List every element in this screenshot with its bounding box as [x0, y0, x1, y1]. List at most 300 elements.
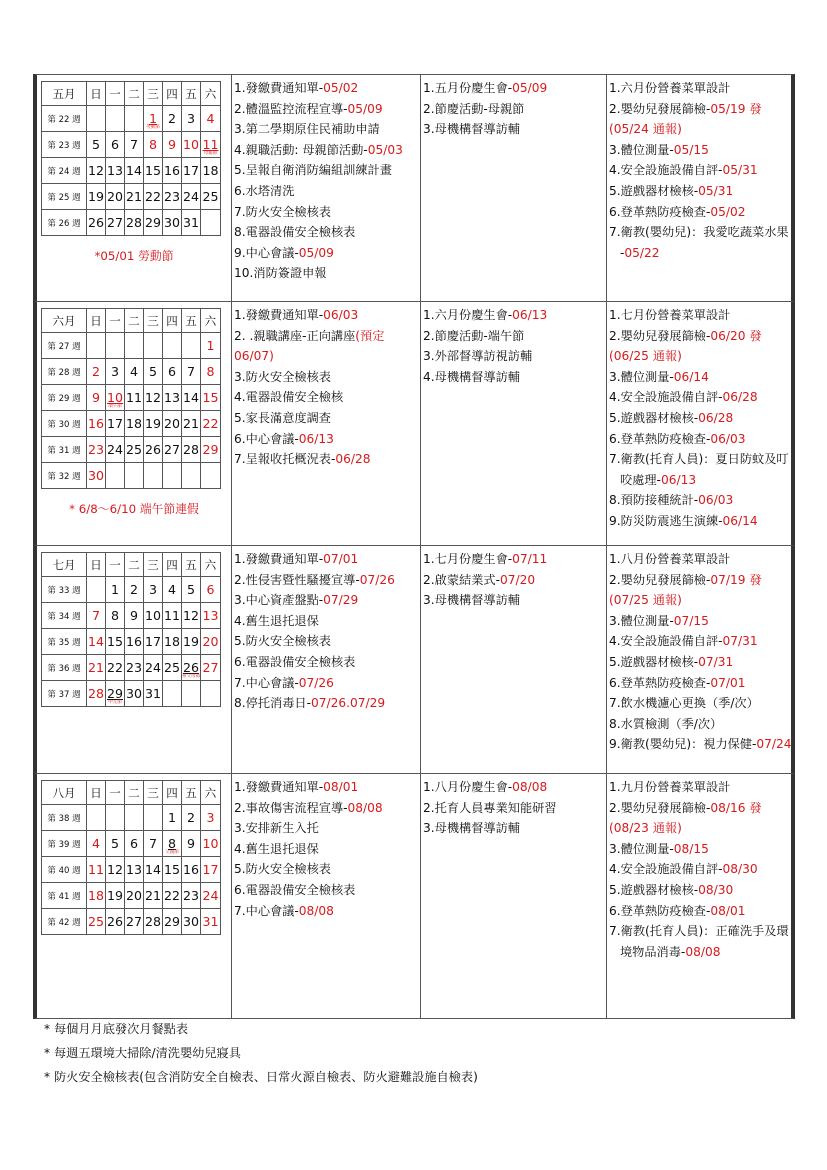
- task-text: 7.飲水機濾心更換（季/次）: [609, 696, 759, 711]
- calendar-day: [182, 603, 201, 629]
- day-number: 28: [87, 686, 105, 701]
- day-number: 31: [202, 914, 219, 929]
- task-text: 5.防火安全檢核表: [234, 634, 331, 649]
- calendar-day: [106, 333, 125, 359]
- task-text: 7.防火安全檢核表: [234, 204, 331, 219]
- day-number: 27: [125, 914, 143, 929]
- calendar-day: [163, 158, 182, 184]
- day-number: 16: [182, 862, 200, 877]
- day-number: 5: [148, 364, 157, 379]
- day-number: 9: [186, 836, 195, 851]
- calendar-day: [125, 359, 144, 385]
- task-text: 8.電器設備安全檢核表: [234, 225, 356, 240]
- calendar-day: [125, 681, 144, 707]
- calendar-day: [87, 655, 106, 681]
- task-text: 4.舊生退托退保: [234, 841, 319, 856]
- task-date: 06/14: [673, 369, 709, 384]
- calendar-day: [201, 437, 221, 463]
- day-number: 20: [106, 189, 124, 204]
- day-number: 7: [186, 364, 195, 379]
- calendar-day: [106, 603, 125, 629]
- task-text: 1.七月份慶生會-: [423, 552, 513, 566]
- task-text: 2.啟蒙結業式-: [423, 572, 500, 587]
- calendar-day: [182, 831, 201, 857]
- task-item: [234, 326, 418, 347]
- weekday-header: 三: [144, 309, 163, 333]
- day-number: 30: [182, 914, 200, 929]
- day-number: 26: [106, 914, 124, 929]
- task-date: 05/09: [512, 81, 548, 95]
- calendar-day: [87, 210, 106, 236]
- task-item: [234, 346, 418, 367]
- task-item: [423, 305, 604, 326]
- task-item: [609, 408, 797, 429]
- day-number: 4: [167, 582, 176, 597]
- calendar-day: [163, 629, 182, 655]
- task-text: 6.中心會議-: [234, 431, 299, 446]
- calendar-day: [201, 333, 221, 359]
- task-text: 4.親職活動: 母親節活動-: [234, 142, 368, 157]
- task-text: 4.母機構督導訪輔: [423, 369, 520, 384]
- calendar-day: [125, 184, 144, 210]
- day-number: 1: [206, 338, 215, 353]
- task-text: 1.發繳費通知單-: [234, 81, 324, 95]
- calendar-day: [163, 857, 182, 883]
- day-number: 5: [91, 137, 100, 152]
- task-item: [609, 449, 797, 470]
- task-item: [609, 470, 797, 491]
- calendar-day: [144, 629, 163, 655]
- task-item: [234, 367, 418, 388]
- task-date: 05/02: [323, 81, 359, 95]
- day-number: 18: [125, 416, 143, 431]
- task-item: [609, 942, 797, 963]
- task-text: 3.體位測量-: [609, 613, 674, 628]
- task-date: 06/20 發: [710, 328, 762, 343]
- task-item: [423, 570, 604, 591]
- calendar-day: [144, 463, 163, 489]
- calendar-day: [163, 805, 182, 831]
- day-number: 15: [144, 163, 162, 178]
- calendar-day: [125, 210, 144, 236]
- calendar-day: [182, 655, 201, 681]
- day-number: 26: [87, 215, 105, 230]
- task-item: [234, 652, 418, 673]
- task-text: 5.防火安全檢核表: [234, 862, 331, 877]
- calendar-day: [201, 210, 221, 236]
- weekday-header: 四: [163, 309, 182, 333]
- calendar-day: [201, 831, 221, 857]
- calendar-day: [87, 629, 106, 655]
- weekday-header: 日: [87, 553, 106, 577]
- week-label: 第 37 週: [42, 681, 87, 707]
- task-item: [609, 119, 797, 140]
- task-date: 08/01: [323, 780, 359, 794]
- day-number: 2: [129, 582, 138, 597]
- day-number: 29: [202, 442, 219, 457]
- week-label: 第 27 週: [42, 333, 87, 359]
- task-text: 7.衛教(托育人員)：正確洗手及環: [609, 924, 789, 939]
- task-text: 3.母機構督導訪輔: [423, 593, 520, 608]
- calendar-day: [125, 158, 144, 184]
- day-number: 24: [106, 442, 124, 457]
- task-text: 3.體位測量-: [609, 142, 674, 157]
- calendar-day: [144, 333, 163, 359]
- task-date: 07/31: [722, 634, 758, 649]
- day-number: 10: [202, 836, 219, 851]
- day-number: 14: [144, 862, 162, 877]
- task-text: 3.防火安全檢核表: [234, 369, 331, 384]
- holiday-mark: 勞動節: [146, 125, 160, 130]
- task-date: 06/14: [722, 513, 758, 528]
- task-item: [234, 570, 418, 591]
- day-number: 22: [144, 189, 162, 204]
- day-number: 20: [125, 888, 143, 903]
- day-number: 7: [148, 836, 157, 851]
- calendar-cell: [37, 75, 232, 301]
- task-item: [609, 326, 797, 347]
- weekday-header: 一: [106, 309, 125, 333]
- task-item: [609, 346, 797, 367]
- calendar-day: [144, 603, 163, 629]
- footer-note: * 每個月月底發次月餐點表: [44, 1022, 189, 1036]
- week-label: 第 28 週: [42, 359, 87, 385]
- calendar-day: [201, 359, 221, 385]
- task-item: [609, 367, 797, 388]
- task-date: 08/08: [298, 903, 334, 918]
- weekday-header: 一: [106, 553, 125, 577]
- calendar-day: [87, 359, 106, 385]
- calendar-day: [87, 158, 106, 184]
- calendar-day: [144, 106, 163, 132]
- task-text: 9.防災防震逃生演練-: [609, 513, 723, 528]
- task-date: 08/30: [722, 862, 758, 877]
- task-item: [609, 511, 797, 532]
- task-text: 10.消防簽證申報: [234, 266, 327, 281]
- calendar-day: [87, 333, 106, 359]
- task-item: [609, 880, 797, 901]
- task-text: 8.停托消毒日-: [234, 696, 311, 711]
- calendar-day: [182, 411, 201, 437]
- calendar-day: [87, 411, 106, 437]
- day-number: 4: [129, 364, 138, 379]
- day-number: 19: [106, 888, 124, 903]
- task-item: [234, 631, 418, 652]
- task-item: [609, 387, 797, 408]
- task-column-col1: [232, 302, 421, 545]
- calendar-day: [201, 184, 221, 210]
- calendar-day: [182, 629, 201, 655]
- task-text: 5.呈報自衛消防編組訓練計畫: [234, 163, 392, 178]
- task-item: [234, 408, 418, 429]
- day-number: 25: [163, 660, 181, 675]
- calendar-day: [125, 106, 144, 132]
- month-calendar: [41, 81, 221, 236]
- task-text: 5.家長滿意度調查: [234, 410, 331, 425]
- task-date: (預定: [355, 328, 385, 343]
- calendar-day: [182, 158, 201, 184]
- task-text: 3.第二學期原住民補助申請: [234, 122, 380, 137]
- task-item: [234, 305, 418, 326]
- day-number: 27: [163, 442, 181, 457]
- day-number: 8: [167, 836, 176, 851]
- calendar-cell: [37, 774, 232, 1018]
- weekday-header: 二: [125, 82, 144, 106]
- day-number: 4: [206, 111, 215, 126]
- day-number: 13: [202, 608, 219, 623]
- calendar-day: [163, 333, 182, 359]
- calendar-day: [144, 681, 163, 707]
- calendar-cell: [37, 546, 232, 773]
- week-label: 第 23 週: [42, 132, 87, 158]
- task-date: 08/08: [512, 780, 548, 794]
- weekday-header: 六: [201, 553, 221, 577]
- calendar-day: [125, 411, 144, 437]
- calendar-day: [163, 132, 182, 158]
- task-text: 4.安全設施設備自評-: [609, 862, 723, 877]
- month-calendar: [41, 780, 221, 935]
- day-number: 14: [182, 390, 200, 405]
- day-number: 10: [106, 390, 124, 405]
- day-number: 19: [182, 634, 200, 649]
- task-item: [234, 693, 418, 714]
- task-item: [609, 693, 797, 714]
- calendar-day: [144, 883, 163, 909]
- day-number: 8: [148, 137, 157, 152]
- day-number: 25: [87, 914, 105, 929]
- task-item: [234, 798, 418, 819]
- day-number: 29: [144, 215, 162, 230]
- task-date: 07/20: [499, 572, 536, 587]
- task-item: [234, 901, 418, 922]
- day-number: 12: [87, 163, 105, 178]
- week-label: 第 24 週: [42, 158, 87, 184]
- task-text: 7.衛教(嬰幼兒)：我愛吃蔬菜水果: [609, 225, 789, 240]
- month-note: * 6/8～6/10 端午節連假: [69, 502, 199, 516]
- day-number: 29: [163, 914, 181, 929]
- task-text: 8.預防接種統計-: [609, 493, 699, 508]
- task-column-col2: [421, 774, 607, 1018]
- calendar-day: [182, 437, 201, 463]
- day-number: 8: [206, 364, 215, 379]
- task-item: [234, 818, 418, 839]
- weekday-header: 三: [144, 82, 163, 106]
- task-text: 6.登革熱防疫檢查-: [609, 204, 711, 219]
- task-item: [609, 78, 797, 99]
- task-text: 3.母機構督導訪輔: [423, 821, 520, 836]
- day-number: 2: [167, 111, 176, 126]
- day-number: 26: [144, 442, 162, 457]
- task-item: [234, 99, 418, 120]
- task-text: 5.遊戲器材檢核-: [609, 654, 699, 669]
- calendar-day: [125, 857, 144, 883]
- calendar-day: [163, 577, 182, 603]
- day-number: 27: [106, 215, 124, 230]
- task-date: 06/07): [234, 349, 274, 364]
- task-text: 1.發繳費通知單-: [234, 308, 324, 322]
- calendar-day: [125, 629, 144, 655]
- calendar-day: [182, 184, 201, 210]
- task-text: 4.安全設施設備自評-: [609, 390, 723, 405]
- day-number: 17: [202, 862, 219, 877]
- month-block: [33, 774, 795, 1019]
- calendar-day: [125, 883, 144, 909]
- calendar-day: [125, 831, 144, 857]
- task-text: 8.水質檢測（季/次）: [609, 716, 723, 731]
- task-date: 06/13: [298, 431, 334, 446]
- task-item: [609, 734, 797, 755]
- day-number: 2: [91, 364, 100, 379]
- day-number: 28: [144, 914, 162, 929]
- task-text: 1.六月份慶生會-: [423, 308, 513, 322]
- task-text: 2.節慶活動-端午節: [423, 328, 525, 343]
- day-number: 28: [125, 215, 143, 230]
- calendar-day: [106, 463, 125, 489]
- calendar-day: [182, 909, 201, 935]
- task-date: 05/22: [624, 245, 660, 260]
- task-date: 06/13: [512, 308, 548, 322]
- day-number: 15: [202, 390, 219, 405]
- week-label: 第 29 週: [42, 385, 87, 411]
- task-item: [234, 263, 418, 284]
- calendar-day: [182, 359, 201, 385]
- task-item: [609, 549, 797, 570]
- calendar-day: [87, 463, 106, 489]
- task-date: 05/03: [367, 142, 403, 157]
- task-item: [609, 631, 797, 652]
- calendar-day: [201, 158, 221, 184]
- task-item: [234, 549, 418, 570]
- calendar-day: [163, 883, 182, 909]
- day-number: 6: [167, 364, 176, 379]
- calendar-day: [144, 132, 163, 158]
- day-number: 24: [182, 189, 200, 204]
- calendar-day: [144, 359, 163, 385]
- weekday-header: 日: [87, 309, 106, 333]
- month-block: [33, 74, 795, 302]
- month-calendar: [41, 308, 221, 489]
- month-name: 五月: [42, 82, 87, 106]
- calendar-day: [87, 857, 106, 883]
- task-text: 2.嬰幼兒發展篩檢-: [609, 101, 711, 116]
- task-text: 6.電器設備安全檢核表: [234, 654, 356, 669]
- day-number: 7: [129, 137, 138, 152]
- task-item: [609, 714, 797, 735]
- task-date: (08/23 通報): [609, 821, 682, 836]
- day-number: 10: [182, 137, 200, 152]
- task-column-col3: [607, 774, 799, 1018]
- task-item: [609, 818, 797, 839]
- day-number: 19: [87, 189, 105, 204]
- week-label: 第 22 週: [42, 106, 87, 132]
- task-text: 6.登革熱防疫檢查-: [609, 431, 711, 446]
- weekday-header: 五: [182, 553, 201, 577]
- day-number: 29: [106, 686, 124, 701]
- day-number: 15: [106, 634, 124, 649]
- task-text: 2. .親職講座-正向講座: [234, 328, 356, 343]
- calendar-day: [144, 411, 163, 437]
- day-number: 18: [87, 888, 105, 903]
- task-item: [423, 777, 604, 798]
- task-column-col2: [421, 75, 607, 301]
- calendar-day: [144, 655, 163, 681]
- day-number: 21: [144, 888, 162, 903]
- day-number: 31: [144, 686, 162, 701]
- holiday-mark: 祖父母節: [182, 674, 200, 679]
- task-text: 5.遊戲器材檢核-: [609, 882, 699, 897]
- calendar-day: [87, 106, 106, 132]
- task-text: 2.托育人員專業知能研習: [423, 800, 557, 815]
- day-number: 3: [148, 582, 157, 597]
- task-text: 1.六月份營養菜單設計: [609, 81, 731, 95]
- task-text: 1.發繳費通知單-: [234, 552, 324, 566]
- task-text: 3.母機構督導訪輔: [423, 122, 520, 137]
- task-item: [609, 429, 797, 450]
- day-number: 16: [87, 416, 105, 431]
- task-date: 08/30: [698, 882, 734, 897]
- day-number: 11: [87, 862, 105, 877]
- task-date: 06/28: [698, 410, 734, 425]
- task-column-col1: [232, 774, 421, 1018]
- task-date: 05/09: [347, 101, 383, 116]
- task-item: [234, 181, 418, 202]
- calendar-day: [125, 655, 144, 681]
- task-text: 1.五月份慶生會-: [423, 81, 513, 95]
- task-text: 境物品消毒-: [620, 944, 686, 959]
- task-item: [423, 549, 604, 570]
- task-text: 2.嬰幼兒發展篩檢-: [609, 800, 711, 815]
- task-item: [234, 859, 418, 880]
- calendar-day: [163, 385, 182, 411]
- calendar-day: [182, 857, 201, 883]
- task-item: [234, 119, 418, 140]
- weekday-header: 一: [106, 781, 125, 805]
- task-item: [609, 160, 797, 181]
- day-number: 14: [125, 163, 143, 178]
- task-date: 06/28: [722, 390, 758, 405]
- day-number: 11: [202, 137, 219, 152]
- calendar-day: [106, 577, 125, 603]
- task-text: 1.八月份慶生會-: [423, 780, 513, 794]
- footer-note: * 每週五環境大掃除/清洗嬰幼兒寢具: [44, 1046, 241, 1060]
- task-item: [234, 160, 418, 181]
- calendar-day: [182, 333, 201, 359]
- calendar-day: [201, 857, 221, 883]
- calendar-day: [144, 210, 163, 236]
- calendar-day: [144, 184, 163, 210]
- calendar-day: [106, 158, 125, 184]
- task-item: [423, 367, 604, 388]
- task-item: [234, 243, 418, 264]
- task-item: [609, 798, 797, 819]
- day-number: 13: [125, 862, 143, 877]
- calendar-day: [87, 577, 106, 603]
- task-item: [234, 449, 418, 470]
- task-date: 07/15: [673, 613, 709, 628]
- week-label: 第 38 週: [42, 805, 87, 831]
- calendar-day: [182, 210, 201, 236]
- task-text: 1.八月份營養菜單設計: [609, 552, 731, 566]
- task-text: 7.中心會議-: [234, 903, 299, 918]
- day-number: 9: [167, 137, 176, 152]
- task-item: [234, 590, 418, 611]
- calendar-day: [87, 805, 106, 831]
- calendar-day: [201, 106, 221, 132]
- task-date: (06/25 通報): [609, 349, 682, 364]
- task-text: 2.性侵害暨性騷擾宣導-: [234, 572, 360, 587]
- task-text: 3.中心資產盤點-: [234, 593, 324, 608]
- task-date: 05/31: [698, 183, 734, 198]
